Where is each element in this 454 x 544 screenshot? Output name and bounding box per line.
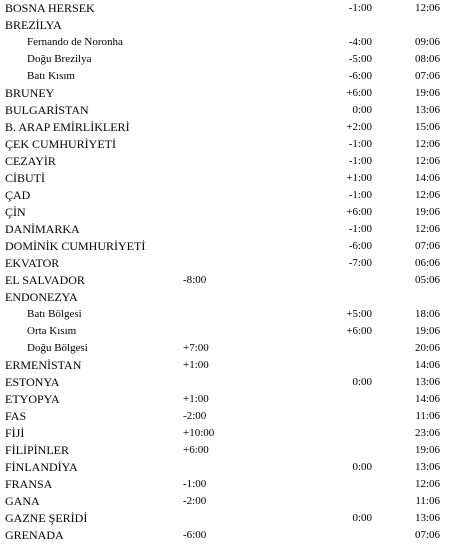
time-difference-cell: +2:00 <box>346 121 372 133</box>
region-name: Doğu Brezilya <box>27 53 92 65</box>
region-name: Batı Kısım <box>27 70 75 82</box>
country-row <box>0 255 454 272</box>
local-time-cell: 06:06 <box>414 257 440 269</box>
country-name: FİNLANDİYA <box>5 460 78 474</box>
country-row <box>0 408 454 425</box>
region-name: Fernando de Noronha <box>27 36 123 48</box>
country-name: DOMİNİK CUMHURİYETİ <box>5 239 146 253</box>
country-name: FAS <box>5 409 27 423</box>
country-row <box>0 374 454 391</box>
country-row <box>0 0 454 17</box>
country-row <box>0 136 454 153</box>
country-name: FRANSA <box>5 477 53 491</box>
offset-cell: +1:00 <box>183 393 209 405</box>
time-difference-cell: 0:00 <box>352 512 372 524</box>
time-difference-cell: 0:00 <box>352 461 372 473</box>
country-name: ÇEK CUMHURİYETİ <box>5 137 116 151</box>
local-time-cell: 12:06 <box>414 2 440 14</box>
country-name: GRENADA <box>5 528 64 542</box>
country-row <box>0 85 454 102</box>
country-name: FİLİPİNLER <box>5 443 69 457</box>
time-difference-cell: +6:00 <box>346 206 372 218</box>
local-time-cell: 07:06 <box>414 240 440 252</box>
time-difference-cell: 0:00 <box>352 376 372 388</box>
country-name: ÇAD <box>5 188 31 202</box>
region-row <box>0 340 454 357</box>
offset-cell: -2:00 <box>183 410 207 422</box>
local-time-cell: 12:06 <box>414 223 440 235</box>
time-difference-cell: -6:00 <box>348 240 372 252</box>
country-name: BOSNA HERSEK <box>5 1 95 15</box>
local-time-cell: 19:06 <box>414 325 440 337</box>
country-row <box>0 289 454 306</box>
country-row <box>0 510 454 527</box>
country-row <box>0 527 454 544</box>
country-row <box>0 476 454 493</box>
offset-cell: -8:00 <box>183 274 207 286</box>
offset-cell: -1:00 <box>183 478 207 490</box>
country-name: DANİMARKA <box>5 222 80 236</box>
region-name: Orta Kısım <box>27 325 77 337</box>
country-name: CİBUTİ <box>5 171 45 185</box>
country-name: B. ARAP EMİRLİKLERİ <box>5 120 130 134</box>
country-row <box>0 442 454 459</box>
time-difference-cell: -7:00 <box>348 257 372 269</box>
local-time-cell: 12:06 <box>414 189 440 201</box>
time-difference-cell: -6:00 <box>348 70 372 82</box>
time-difference-cell: +6:00 <box>346 325 372 337</box>
local-time-cell: 11:06 <box>415 495 440 507</box>
local-time-cell: 12:06 <box>414 478 440 490</box>
country-row <box>0 187 454 204</box>
country-name: EKVATOR <box>5 256 60 270</box>
country-name: BRUNEY <box>5 86 55 100</box>
country-row <box>0 238 454 255</box>
country-name: ERMENİSTAN <box>5 358 82 372</box>
region-row <box>0 68 454 85</box>
local-time-cell: 07:06 <box>414 529 440 541</box>
region-name: Doğu Bölgesi <box>27 342 88 354</box>
country-row <box>0 391 454 408</box>
country-row <box>0 357 454 374</box>
offset-cell: +7:00 <box>183 342 209 354</box>
region-row <box>0 306 454 323</box>
country-row <box>0 17 454 34</box>
country-name: GANA <box>5 494 40 508</box>
local-time-cell: 19:06 <box>414 206 440 218</box>
country-row <box>0 204 454 221</box>
country-name: BULGARİSTAN <box>5 103 89 117</box>
offset-cell: +1:00 <box>183 359 209 371</box>
country-name: ESTONYA <box>5 375 60 389</box>
local-time-cell: 15:06 <box>414 121 440 133</box>
local-time-cell: 07:06 <box>414 70 440 82</box>
offset-cell: -2:00 <box>183 495 207 507</box>
time-difference-cell: -4:00 <box>348 36 372 48</box>
time-difference-cell: -1:00 <box>348 189 372 201</box>
local-time-cell: 09:06 <box>414 36 440 48</box>
time-difference-cell: -1:00 <box>348 155 372 167</box>
country-row <box>0 221 454 238</box>
local-time-cell: 18:06 <box>414 308 440 320</box>
time-difference-cell: -1:00 <box>348 223 372 235</box>
local-time-cell: 19:06 <box>414 444 440 456</box>
region-row <box>0 323 454 340</box>
local-time-cell: 14:06 <box>414 359 440 371</box>
time-difference-cell: +6:00 <box>346 87 372 99</box>
country-name: ENDONEZYA <box>5 290 78 304</box>
time-difference-cell: -1:00 <box>348 138 372 150</box>
local-time-cell: 14:06 <box>414 172 440 184</box>
country-name: GAZNE ŞERİDİ <box>5 511 88 525</box>
country-name: ETYOPYA <box>5 392 60 406</box>
country-name: CEZAYİR <box>5 154 56 168</box>
time-difference-cell: -5:00 <box>348 53 372 65</box>
region-row <box>0 51 454 68</box>
local-time-cell: 11:06 <box>415 410 440 422</box>
local-time-cell: 12:06 <box>414 138 440 150</box>
local-time-cell: 13:06 <box>414 376 440 388</box>
local-time-cell: 14:06 <box>414 393 440 405</box>
local-time-cell: 13:06 <box>414 104 440 116</box>
local-time-cell: 08:06 <box>414 53 440 65</box>
country-row <box>0 493 454 510</box>
country-name: ÇİN <box>5 205 26 219</box>
time-difference-cell: 0:00 <box>352 104 372 116</box>
local-time-cell: 12:06 <box>414 155 440 167</box>
time-difference-cell: +5:00 <box>346 308 372 320</box>
offset-cell: +10:00 <box>183 427 215 439</box>
country-row <box>0 119 454 136</box>
country-row <box>0 170 454 187</box>
country-name: BREZİLYA <box>5 18 62 32</box>
region-row <box>0 34 454 51</box>
local-time-cell: 20:06 <box>414 342 440 354</box>
country-row <box>0 459 454 476</box>
local-time-cell: 13:06 <box>414 512 440 524</box>
country-row <box>0 425 454 442</box>
local-time-cell: 05:06 <box>414 274 440 286</box>
region-name: Batı Bölgesi <box>27 308 82 320</box>
local-time-cell: 23:06 <box>414 427 440 439</box>
time-difference-cell: +1:00 <box>346 172 372 184</box>
local-time-cell: 19:06 <box>414 87 440 99</box>
country-row <box>0 272 454 289</box>
offset-cell: -6:00 <box>183 529 207 541</box>
time-difference-cell: -1:00 <box>348 2 372 14</box>
country-row <box>0 102 454 119</box>
country-name: EL SALVADOR <box>5 273 85 287</box>
local-time-cell: 13:06 <box>414 461 440 473</box>
country-row <box>0 153 454 170</box>
offset-cell: +6:00 <box>183 444 209 456</box>
country-name: FİJİ <box>5 426 25 440</box>
